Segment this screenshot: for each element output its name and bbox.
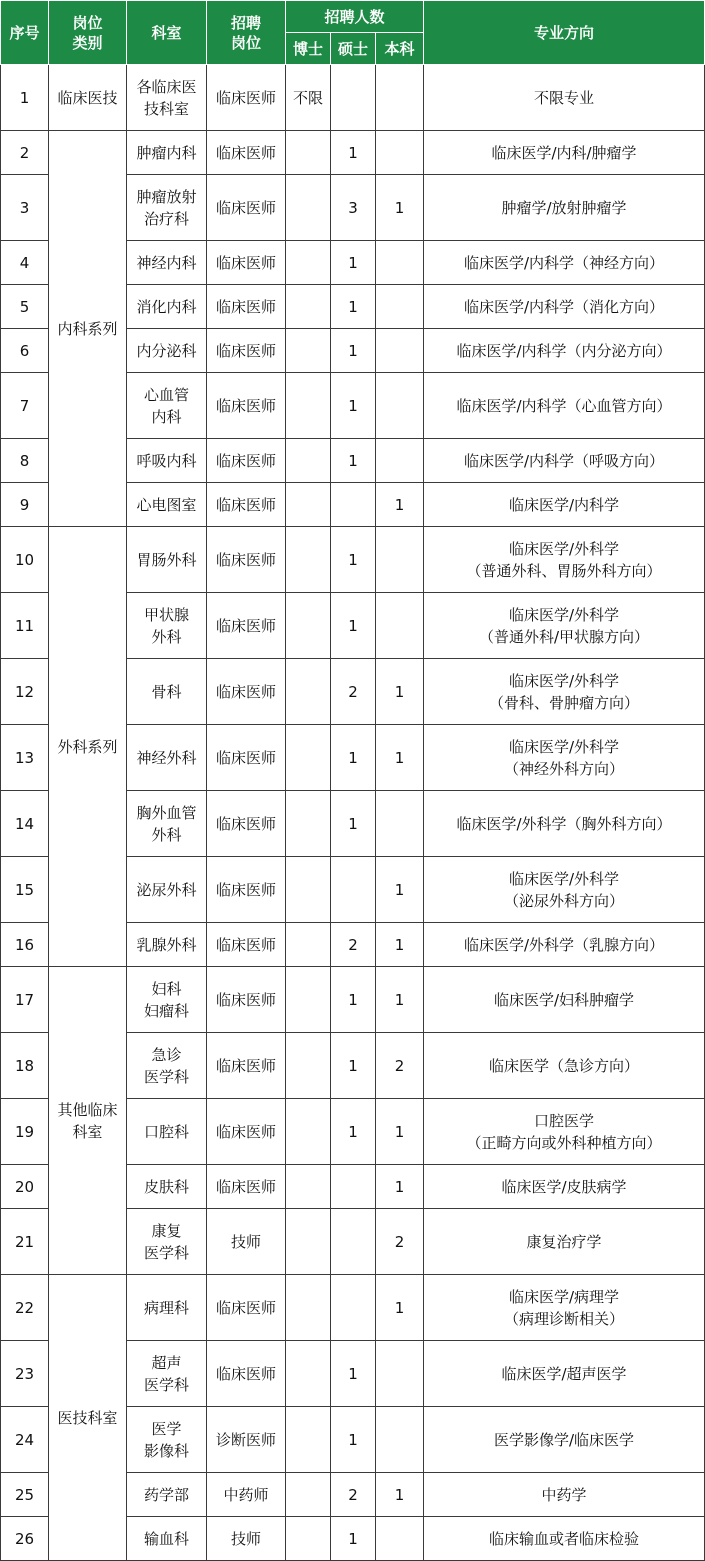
row-number: 24 [1,1407,49,1473]
post-cell: 临床医师 [207,241,286,285]
department-cell [127,373,207,439]
header-master: 硕士 [331,33,376,65]
master-count-cell: 1 [331,1033,376,1099]
cell-line: 不限专业 [533,88,594,107]
bachelor-count-cell [376,285,424,329]
cell-line: 心电图室 [136,495,197,514]
cell-line: 肿瘤学/放射肿瘤学 [501,198,627,217]
master-count-cell: 3 [331,175,376,241]
bachelor-count-cell [376,131,424,175]
cell-line: 呼吸内科 [136,451,197,470]
cell-line: 临床医学/妇科肿瘤学 [493,990,635,1009]
bachelor-count-cell [376,1517,424,1561]
cell-line: （普通外科/甲状腺方向） [478,627,650,646]
cell-line: 泌尿外科 [136,880,197,899]
department-cell [127,857,207,923]
cell-line: 内科 [151,407,182,426]
post-cell: 临床医师 [207,857,286,923]
post-cell: 中药师 [207,1473,286,1517]
phd-count-cell [286,923,331,967]
cell-line: 药学部 [143,1485,189,1504]
post-cell: 临床医师 [207,791,286,857]
post-cell: 临床医师 [207,175,286,241]
major-cell [424,1473,705,1517]
cell-line: 临床医学/外科学 [508,605,620,624]
row-number: 14 [1,791,49,857]
row-number: 7 [1,373,49,439]
bachelor-count-cell: 1 [376,1099,424,1165]
bachelor-count-cell [376,593,424,659]
department-cell [127,285,207,329]
cell-line: 中药学 [541,1485,587,1504]
post-cell: 临床医师 [207,439,286,483]
post-cell: 临床医师 [207,65,286,131]
department-cell [127,1473,207,1517]
row-number: 5 [1,285,49,329]
row-number: 19 [1,1099,49,1165]
cell-line: 医学科 [143,1243,189,1262]
major-cell [424,1165,705,1209]
bachelor-count-cell: 2 [376,1033,424,1099]
department-cell [127,527,207,593]
post-cell: 临床医师 [207,483,286,527]
cell-line: 胸外血管 [136,803,197,822]
post-cell: 临床医师 [207,131,286,175]
bachelor-count-cell [376,329,424,373]
bachelor-count-cell: 1 [376,659,424,725]
header-bachelor: 本科 [376,33,424,65]
header-count: 招聘人数 [286,1,424,33]
phd-count-cell [286,1209,331,1275]
row-number: 18 [1,1033,49,1099]
major-cell [424,131,705,175]
row-number: 25 [1,1473,49,1517]
master-count-cell: 1 [331,791,376,857]
phd-count-cell [286,439,331,483]
major-cell [424,373,705,439]
row-number: 3 [1,175,49,241]
bachelor-count-cell: 1 [376,967,424,1033]
phd-count-cell [286,527,331,593]
department-cell [127,65,207,131]
department-cell [127,175,207,241]
major-cell [424,175,705,241]
cell-line: 医学影像学/临床医学 [493,1430,635,1449]
cell-line: 临床医学/外科学 [508,737,620,756]
phd-count-cell [286,1473,331,1517]
bachelor-count-cell [376,439,424,483]
major-cell [424,857,705,923]
cell-line: 临床医学（急诊方向） [488,1056,639,1075]
cell-line: 乳腺外科 [136,935,197,954]
department-cell [127,967,207,1033]
phd-count-cell [286,483,331,527]
cell-line: 口腔科 [143,1122,189,1141]
cell-line: 临床医学/外科学（胸外科方向） [456,814,672,833]
cell-line: 心血管 [143,385,189,404]
phd-count-cell [286,175,331,241]
cell-line: （正畸方向或外科种植方向） [466,1133,662,1152]
phd-count-cell [286,1275,331,1341]
cell-line: 临床输血或者临床检验 [488,1529,639,1548]
cell-line: 临床医学/外科学 [508,539,620,558]
cell-line: 临床医学/内科学（呼吸方向） [463,451,665,470]
major-cell [424,1099,705,1165]
cell-line: 外科 [151,627,182,646]
major-cell [424,241,705,285]
major-cell [424,329,705,373]
table-row [1,1275,705,1341]
header-phd: 博士 [286,33,331,65]
row-number: 17 [1,967,49,1033]
row-number: 26 [1,1517,49,1561]
cell-line: （骨科、骨肿瘤方向） [488,693,639,712]
post-cell: 临床医师 [207,373,286,439]
phd-count-cell [286,857,331,923]
cell-line: （病理诊断相关） [503,1309,624,1328]
major-cell [424,725,705,791]
row-number: 22 [1,1275,49,1341]
bachelor-count-cell [376,65,424,131]
bachelor-count-cell [376,373,424,439]
post-cell: 临床医师 [207,527,286,593]
post-cell: 技师 [207,1517,286,1561]
master-count-cell [331,65,376,131]
bachelor-count-cell [376,527,424,593]
master-count-cell: 1 [331,1341,376,1407]
cell-line: 各临床医 [136,77,197,96]
bachelor-count-cell: 1 [376,1473,424,1517]
post-cell: 临床医师 [207,285,286,329]
category-cell [49,967,127,1275]
bachelor-count-cell: 1 [376,725,424,791]
major-cell [424,791,705,857]
department-cell [127,1209,207,1275]
cell-line: 临床医学/内科/肿瘤学 [491,143,637,162]
cell-line: （泌尿外科方向） [503,891,624,910]
phd-count-cell [286,285,331,329]
phd-count-cell [286,1099,331,1165]
post-cell: 临床医师 [207,1275,286,1341]
row-number: 6 [1,329,49,373]
major-cell [424,923,705,967]
category-cell: 外科系列 [49,527,127,967]
bachelor-count-cell: 1 [376,483,424,527]
cell-line: 妇瘤科 [143,1001,189,1020]
master-count-cell: 1 [331,1517,376,1561]
row-number: 15 [1,857,49,923]
cell-line: 急诊 [151,1045,182,1064]
post-cell: 临床医师 [207,329,286,373]
cell-line: 内分泌科 [136,341,197,360]
cell-line: 临床医学/内科学（神经方向） [463,253,665,272]
master-count-cell: 1 [331,285,376,329]
row-number: 16 [1,923,49,967]
row-number: 4 [1,241,49,285]
phd-count-cell [286,1165,331,1209]
post-cell: 临床医师 [207,1033,286,1099]
row-number: 13 [1,725,49,791]
phd-count-cell [286,659,331,725]
row-number: 11 [1,593,49,659]
department-cell [127,1407,207,1473]
department-cell [127,659,207,725]
major-cell [424,659,705,725]
cell-line: （神经外科方向） [503,759,624,778]
row-number: 8 [1,439,49,483]
bachelor-count-cell [376,791,424,857]
master-count-cell: 1 [331,241,376,285]
department-cell [127,1517,207,1561]
cell-line: 消化内科 [136,297,197,316]
major-cell [424,65,705,131]
cell-line: 外科 [151,825,182,844]
department-cell [127,1033,207,1099]
department-cell [127,1099,207,1165]
row-number: 21 [1,1209,49,1275]
cell-line: 临床医学/外科学 [508,671,620,690]
bachelor-count-cell: 1 [376,857,424,923]
master-count-cell [331,1165,376,1209]
department-cell [127,241,207,285]
phd-count-cell [286,373,331,439]
major-cell [424,1275,705,1341]
major-cell [424,483,705,527]
cell-line: 输血科 [143,1529,189,1548]
cell-line: 肿瘤内科 [136,143,197,162]
bachelor-count-cell: 1 [376,1275,424,1341]
cell-line: 科室 [72,1122,103,1141]
bachelor-count-cell [376,241,424,285]
department-cell [127,725,207,791]
cell-line: 医学科 [143,1067,189,1086]
bachelor-count-cell: 1 [376,1165,424,1209]
cell-line: 临床医学/内科学 [508,495,620,514]
phd-count-cell [286,967,331,1033]
cell-line: 肿瘤放射 [136,187,197,206]
bachelor-count-cell [376,1341,424,1407]
table-row [1,131,705,175]
table-body [1,65,705,1561]
row-number: 9 [1,483,49,527]
phd-count-cell [286,1517,331,1561]
major-cell [424,1209,705,1275]
row-number: 1 [1,65,49,131]
major-cell [424,1407,705,1473]
department-cell [127,1275,207,1341]
master-count-cell: 1 [331,439,376,483]
cell-line: 妇科 [151,979,182,998]
phd-count-cell [286,1033,331,1099]
category-cell: 临床医技 [49,65,127,131]
phd-count-cell [286,241,331,285]
cell-line: 胃肠外科 [136,550,197,569]
header-post: 招聘 岗位 [207,1,286,65]
cell-line: 临床医学/外科学（乳腺方向） [463,935,665,954]
cell-line: 神经内科 [136,253,197,272]
phd-count-cell [286,593,331,659]
master-count-cell: 1 [331,1099,376,1165]
department-cell [127,593,207,659]
department-cell [127,1165,207,1209]
master-count-cell: 1 [331,131,376,175]
bachelor-count-cell [376,1407,424,1473]
row-number: 12 [1,659,49,725]
bachelor-count-cell: 1 [376,923,424,967]
phd-count-cell [286,725,331,791]
major-cell [424,285,705,329]
cell-line: 骨科 [151,682,182,701]
row-number: 10 [1,527,49,593]
master-count-cell: 1 [331,725,376,791]
cell-line: 影像科 [143,1441,189,1460]
master-count-cell [331,1275,376,1341]
post-cell: 临床医师 [207,1341,286,1407]
major-cell [424,1341,705,1407]
master-count-cell [331,1209,376,1275]
phd-count-cell [286,1341,331,1407]
post-cell: 临床医师 [207,967,286,1033]
phd-count-cell [286,791,331,857]
major-cell [424,1033,705,1099]
cell-line: 治疗科 [143,209,189,228]
master-count-cell: 2 [331,1473,376,1517]
master-count-cell [331,483,376,527]
cell-line: 口腔医学 [533,1111,594,1130]
cell-line: 临床医学/皮肤病学 [501,1177,627,1196]
post-cell: 临床医师 [207,593,286,659]
bachelor-count-cell: 1 [376,175,424,241]
header-seq: 序号 [1,1,49,65]
department-cell [127,329,207,373]
table-row [1,527,705,593]
table-row [1,967,705,1033]
master-count-cell: 2 [331,923,376,967]
cell-line: 其他临床 [57,1100,118,1119]
cell-line: （普通外科、胃肠外科方向） [466,561,662,580]
major-cell [424,1517,705,1561]
master-count-cell: 1 [331,527,376,593]
header-category: 岗位 类别 [49,1,127,65]
cell-line: 技科室 [143,99,189,118]
master-count-cell [331,857,376,923]
cell-line: 临床医学/内科学（心血管方向） [456,396,672,415]
bachelor-count-cell: 2 [376,1209,424,1275]
cell-line: 康复 [151,1221,182,1240]
post-cell: 临床医师 [207,725,286,791]
master-count-cell: 1 [331,373,376,439]
cell-line: 临床医学/外科学 [508,869,620,888]
major-cell [424,439,705,483]
cell-line: 医学 [151,1419,182,1438]
category-cell: 内科系列 [49,131,127,527]
cell-line: 神经外科 [136,748,197,767]
department-cell [127,131,207,175]
post-cell: 临床医师 [207,1165,286,1209]
row-number: 23 [1,1341,49,1407]
department-cell [127,791,207,857]
cell-line: 皮肤科 [143,1177,189,1196]
department-cell [127,923,207,967]
cell-line: 临床医学/病理学 [508,1287,620,1306]
cell-line: 临床医学/内科学（消化方向） [463,297,665,316]
post-cell: 临床医师 [207,1099,286,1165]
department-cell [127,483,207,527]
phd-count-cell [286,329,331,373]
cell-line: 临床医学/内科学（内分泌方向） [456,341,672,360]
cell-line: 超声 [151,1353,182,1372]
master-count-cell: 2 [331,659,376,725]
phd-count-cell: 不限 [286,65,331,131]
cell-line: 康复治疗学 [526,1232,602,1251]
phd-count-cell [286,1407,331,1473]
header-major: 专业方向 [424,1,705,65]
major-cell [424,967,705,1033]
phd-count-cell [286,131,331,175]
master-count-cell: 1 [331,967,376,1033]
major-cell [424,593,705,659]
master-count-cell: 1 [331,593,376,659]
cell-line: 医学科 [143,1375,189,1394]
master-count-cell: 1 [331,329,376,373]
post-cell: 临床医师 [207,659,286,725]
post-cell: 临床医师 [207,923,286,967]
category-cell: 医技科室 [49,1275,127,1561]
department-cell [127,439,207,483]
major-cell [424,527,705,593]
master-count-cell: 1 [331,1407,376,1473]
post-cell: 技师 [207,1209,286,1275]
cell-line: 临床医学/超声医学 [501,1364,627,1383]
table-row [1,65,705,131]
department-cell [127,1341,207,1407]
post-cell: 诊断医师 [207,1407,286,1473]
row-number: 2 [1,131,49,175]
cell-line: 病理科 [143,1298,189,1317]
cell-line: 甲状腺 [143,605,189,624]
header-dept: 科室 [127,1,207,65]
row-number: 20 [1,1165,49,1209]
